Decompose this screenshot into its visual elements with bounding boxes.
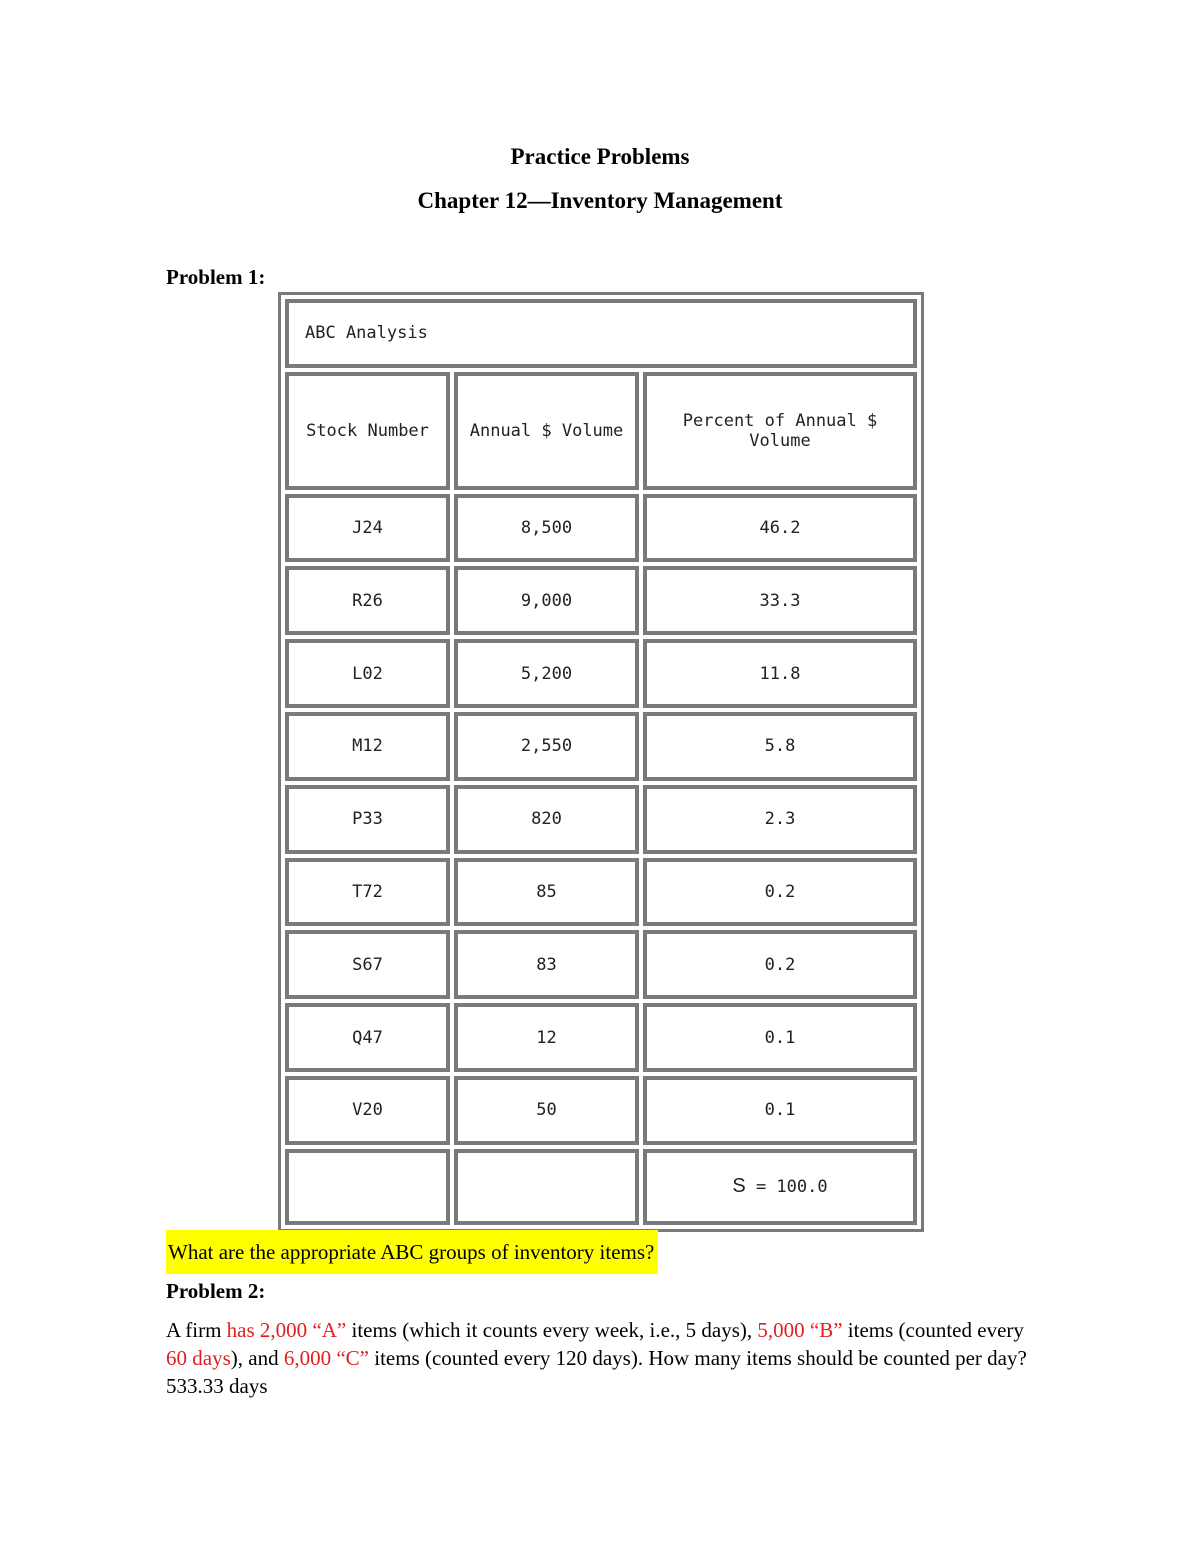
problem-1-heading: Problem 1: <box>166 265 266 289</box>
page-subtitle: Chapter 12—Inventory Management <box>417 188 783 213</box>
problem-2-segment: items (counted every <box>842 1318 1024 1342</box>
percent-volume-cell: 0.1 <box>643 1003 917 1072</box>
stock-number-cell: L02 <box>285 639 450 708</box>
problem-2-highlight-60-days: 60 days <box>166 1346 231 1370</box>
column-header-percent-volume: Percent of Annual $ Volume <box>643 372 917 490</box>
problem-2-highlight-a-items: has 2,000 “A” <box>226 1318 347 1342</box>
stock-number-cell: Q47 <box>285 1003 450 1072</box>
problem-2-highlight-b-items: 5,000 “B” <box>757 1318 843 1342</box>
empty-cell <box>285 1149 450 1225</box>
annual-volume-cell: 50 <box>454 1076 639 1145</box>
empty-cell <box>454 1149 639 1225</box>
sum-symbol: S <box>732 1175 746 1198</box>
problem-2-heading: Problem 2: <box>166 1279 266 1303</box>
stock-number-cell: V20 <box>285 1076 450 1145</box>
percent-volume-cell: 0.2 <box>643 930 917 999</box>
table-row <box>285 639 917 708</box>
percent-volume-cell: 33.3 <box>643 566 917 635</box>
stock-number-cell: R26 <box>285 566 450 635</box>
annual-volume-cell: 820 <box>454 785 639 854</box>
percent-volume-cell: 2.3 <box>643 785 917 854</box>
percent-volume-cell: 0.1 <box>643 1076 917 1145</box>
annual-volume-cell: 85 <box>454 858 639 927</box>
annual-volume-cell: 8,500 <box>454 494 639 563</box>
table-row <box>285 1076 917 1145</box>
column-header-stock-number: Stock Number <box>285 372 450 490</box>
abc-analysis-table <box>278 292 924 1232</box>
annual-volume-cell: 2,550 <box>454 712 639 781</box>
percent-volume-cell: 0.2 <box>643 858 917 927</box>
stock-number-cell: M12 <box>285 712 450 781</box>
problem-1-question: What are the appropriate ABC groups of inventory items? <box>166 1230 658 1274</box>
page-title: Practice Problems <box>510 144 690 169</box>
percent-volume-cell: 11.8 <box>643 639 917 708</box>
table-row <box>285 1003 917 1072</box>
annual-volume-cell: 83 <box>454 930 639 999</box>
table-row <box>285 785 917 854</box>
problem-2-text <box>166 1316 1046 1400</box>
annual-volume-cell: 12 <box>454 1003 639 1072</box>
total-value: = 100.0 <box>745 1177 828 1198</box>
total-cell <box>643 1149 917 1225</box>
percent-volume-cell: 5.8 <box>643 712 917 781</box>
annual-volume-cell: 9,000 <box>454 566 639 635</box>
table-row <box>285 930 917 999</box>
percent-volume-cell: 46.2 <box>643 494 917 563</box>
column-header-annual-volume: Annual $ Volume <box>454 372 639 490</box>
stock-number-cell: T72 <box>285 858 450 927</box>
table-caption-row <box>285 299 917 368</box>
stock-number-cell: J24 <box>285 494 450 563</box>
problem-2-segment: items (counted every 120 days). How many items should be counted per day? 533.33 days <box>166 1346 1027 1398</box>
problem-2-segment: items (which it counts every week, i.e., 5 days), <box>346 1318 758 1342</box>
stock-number-cell: P33 <box>285 785 450 854</box>
table-caption: ABC Analysis <box>285 299 917 368</box>
table-row <box>285 858 917 927</box>
problem-2-segment: ), and <box>230 1346 284 1370</box>
table-row <box>285 566 917 635</box>
annual-volume-cell: 5,200 <box>454 639 639 708</box>
table-total-row <box>285 1149 917 1225</box>
problem-2-segment: A firm <box>166 1318 227 1342</box>
problem-2-highlight-c-items: 6,000 “C” <box>283 1346 369 1370</box>
table-header-row <box>285 372 917 490</box>
stock-number-cell: S67 <box>285 930 450 999</box>
table-row <box>285 494 917 563</box>
table-row <box>285 712 917 781</box>
